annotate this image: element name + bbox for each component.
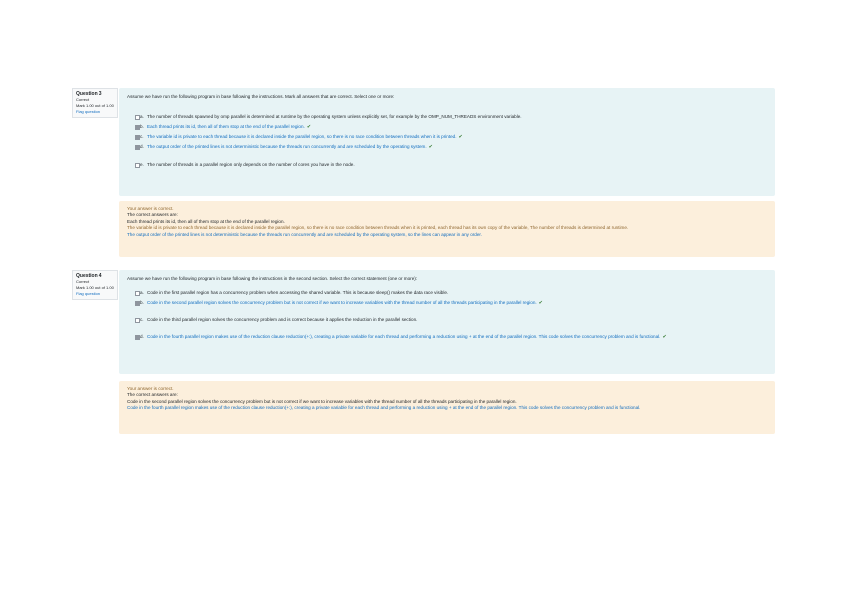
feedback-line: Code in the fourth parallel region makes use of the reduction clause reduction(+:), creating a private variable for each thread and performing a reduction using + at the end of the parallel region. This code solves the concurrency problem and is functional. bbox=[127, 405, 641, 411]
answer-text: The variable id is private to each thread because it is declared inside the parallel region, so there is no race condition between threads when it is printed. bbox=[147, 134, 457, 139]
answer-letter: d. bbox=[140, 334, 144, 339]
answer-option[interactable] bbox=[127, 124, 767, 130]
question-formulation bbox=[119, 88, 775, 196]
answer-letter: a. bbox=[140, 114, 144, 119]
answer-text: Code in the fourth parallel region makes use of the reduction clause reduction(+:), creating a private variable for each thread and performing a reduction using + at the end of the parallel region. This code solves the concurrency problem and is functional. bbox=[147, 334, 661, 339]
correct-check-icon: ✔ bbox=[662, 334, 667, 340]
answer-letter: e. bbox=[140, 162, 144, 167]
feedback-title: Your answer is correct. bbox=[127, 206, 174, 211]
correct-check-icon: ✔ bbox=[538, 300, 543, 306]
flag-question-link[interactable]: Flag question bbox=[76, 109, 101, 114]
question-number: 4 bbox=[98, 273, 102, 279]
answer-text: The output order of the printed lines is not deterministic because the threads run concurrently and are scheduled by the operating system. bbox=[147, 144, 427, 149]
flag-question-link[interactable]: Flag question bbox=[76, 291, 101, 296]
question-text: Assume we have run the following program in base following the instructions. Mark all answers that are correct. Select one or more: bbox=[127, 94, 395, 99]
question-mark: Mark 1.00 out of 1.00 bbox=[76, 285, 114, 290]
question-number: 3 bbox=[98, 91, 102, 97]
answer-option[interactable] bbox=[127, 317, 767, 323]
question-formulation bbox=[119, 270, 775, 374]
feedback-line: Code in the second parallel region solves the concurrency problem but is not correct if we want to increase variables with the thread number of all the threads participating in the parallel region. bbox=[127, 398, 517, 404]
feedback-line: The variable id is private to each thread because it is declared inside the parallel region, so there is no race condition between threads when it is printed, each thread has its own copy of the variable, The number of threads is determined at runtime. bbox=[127, 225, 629, 231]
question-feedback bbox=[119, 381, 775, 434]
answer-text: Code in the first parallel region has a concurrency problem when accessing the shared variable. This is because sleep() makes the data race visible. bbox=[147, 290, 449, 295]
answer-text: Code in the second parallel region solves the concurrency problem but is not correct if we want to increase variables with the thread number of all the threads participating in the parallel region. bbox=[147, 300, 537, 305]
answer-letter: d. bbox=[140, 144, 144, 149]
answer-text: Code in the third parallel region solves the concurrency problem and is correct because it applies the reduction in the parallel section. bbox=[147, 317, 418, 322]
feedback-line: The output order of the printed lines is not deterministic because the threads run concurrently and are scheduled by the operating system, so the lines can appear in any order. bbox=[127, 231, 482, 237]
feedback-line: Each thread prints its id, then all of them stop at the end of the parallel region. bbox=[127, 218, 285, 224]
answer-letter: b. bbox=[140, 124, 144, 129]
correct-check-icon: ✔ bbox=[306, 124, 312, 130]
question-info bbox=[72, 88, 118, 118]
answer-option[interactable] bbox=[127, 334, 767, 340]
correct-check-icon: ✔ bbox=[428, 144, 433, 150]
answer-letter: a. bbox=[140, 290, 144, 295]
answer-option[interactable] bbox=[127, 114, 767, 120]
question-state: Correct bbox=[76, 279, 90, 284]
answer-option[interactable] bbox=[127, 134, 767, 140]
feedback-line: The correct answers are: bbox=[127, 392, 178, 398]
correct-check-icon: ✔ bbox=[458, 134, 463, 140]
answer-letter: c. bbox=[140, 134, 144, 139]
answer-option[interactable] bbox=[127, 290, 767, 296]
question-info bbox=[72, 270, 118, 300]
answer-text: The number of threads spawned by omp parallel is determined at runtime by the operating system unless explicitly set, for example by the OMP_NUM_THREADS environment variable. bbox=[147, 114, 522, 119]
question-state: Correct bbox=[76, 97, 90, 102]
answer-option[interactable] bbox=[127, 144, 767, 150]
question-text: Assume we have run the following program in base following the instructions in the second section. Select the correct statement (one or more): bbox=[127, 276, 418, 281]
answer-letter: b. bbox=[140, 300, 144, 305]
question-mark: Mark 1.00 out of 1.00 bbox=[76, 103, 114, 108]
question-label: Question bbox=[76, 91, 98, 97]
answer-text: The number of threads in a parallel region only depends on the number of cores you have in the node. bbox=[147, 162, 355, 167]
answer-option[interactable] bbox=[127, 300, 767, 306]
answer-letter: c. bbox=[140, 317, 144, 322]
feedback-line: The correct answers are: bbox=[127, 212, 178, 218]
question-feedback bbox=[119, 201, 775, 257]
feedback-title: Your answer is correct. bbox=[127, 386, 174, 391]
question-label: Question bbox=[76, 273, 98, 279]
answer-text: Each thread prints its id, then all of them stop at the end of the parallel region. bbox=[147, 124, 305, 129]
answer-option[interactable] bbox=[127, 162, 767, 168]
